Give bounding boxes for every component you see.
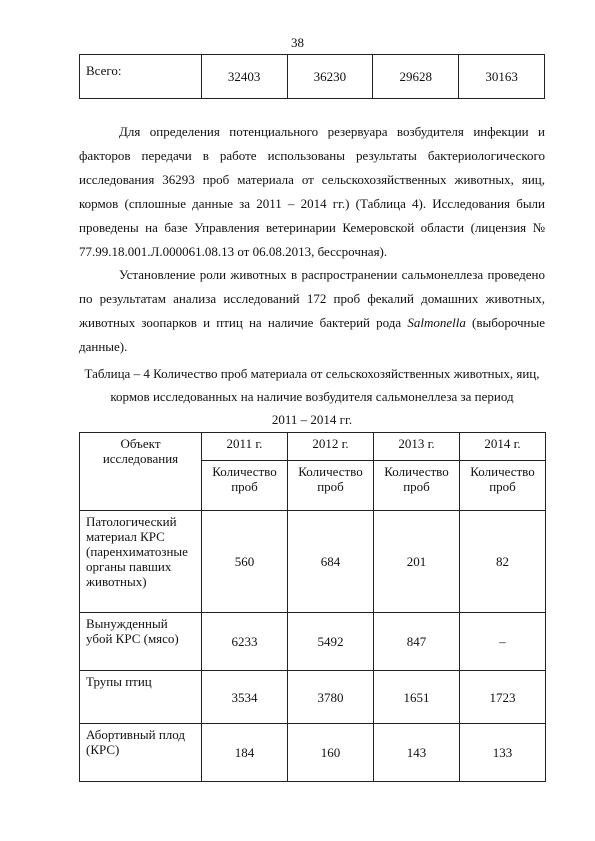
totals-label: Всего: (80, 55, 202, 99)
value-cell: 133 (460, 724, 546, 782)
paragraph-1: Для определения потенциального резервуара возбудителя инфекции и факторов передачи в работе использованы результаты бактериологического исследования 36293 проб материала от сельскохозяйственных животных, яиц, кормов (сплошные данные за 2011 – 2014 гг.) (Таблица 4). Исследования были проведены на базе Управления ветеринарии Кемеровской области (лицензия № 77.99.18.001.Л.000061.08.13 от 06.08.2013, бессрочная). (79, 124, 545, 259)
genus-name: Salmonella (407, 315, 466, 330)
caption-line: кормов исследованных на наличие возбудителя сальмонеллеза за период (110, 389, 514, 404)
totals-value: 32403 (201, 55, 287, 99)
value-cell: 3534 (202, 671, 288, 724)
value-cell: 201 (374, 511, 460, 613)
object-header: Объект исследования (80, 433, 202, 511)
paragraph-2-text-end: (выборочные данные). (79, 315, 545, 354)
value-cell: 3780 (288, 671, 374, 724)
object-cell: Трупы птиц (80, 671, 202, 724)
totals-value: 30163 (459, 55, 545, 99)
table-row (80, 511, 546, 613)
totals-table (79, 54, 545, 99)
object-cell: Абортивный плод (КРС) (80, 724, 202, 782)
object-cell: Патологический материал КРС (паренхиматозные органы павших животных) (80, 511, 202, 613)
value-cell: 160 (288, 724, 374, 782)
samples-table (79, 432, 546, 782)
caption-line: 2011 – 2014 гг. (271, 412, 353, 427)
value-cell: 143 (374, 724, 460, 782)
value-cell: 1651 (374, 671, 460, 724)
count-subheader: Количество проб (374, 461, 460, 511)
caption-line: Таблица – 4 Количество проб материала от сельскохозяйственных животных, яиц, (84, 366, 540, 381)
year-header: 2011 г. (202, 433, 288, 461)
totals-row (80, 55, 545, 99)
object-cell: Вынужденный убой КРС (мясо) (80, 613, 202, 671)
table-row (80, 724, 546, 782)
page-number: 38 (291, 35, 304, 50)
table-caption (60, 362, 564, 431)
paragraph-2-text: Установление роли животных в распространении сальмонеллеза проведено по результатам анализа исследований 172 проб фекалий домашних животных, животных зоопарков и птиц на наличие бактерий рода (79, 267, 545, 330)
paragraph-2 (79, 263, 545, 359)
totals-value: 36230 (287, 55, 373, 99)
value-cell: 82 (460, 511, 546, 613)
value-cell: 847 (374, 613, 460, 671)
header-row (80, 433, 546, 461)
count-subheader: Количество проб (288, 461, 374, 511)
year-header: 2014 г. (460, 433, 546, 461)
value-cell: 6233 (202, 613, 288, 671)
count-subheader: Количество проб (202, 461, 288, 511)
value-cell: 1723 (460, 671, 546, 724)
year-header: 2013 г. (374, 433, 460, 461)
year-header: 2012 г. (288, 433, 374, 461)
value-cell: 684 (288, 511, 374, 613)
value-cell: 560 (202, 511, 288, 613)
table-row (80, 613, 546, 671)
totals-value: 29628 (373, 55, 459, 99)
value-cell: 184 (202, 724, 288, 782)
count-subheader: Количество проб (460, 461, 546, 511)
value-cell: – (460, 613, 546, 671)
value-cell: 5492 (288, 613, 374, 671)
table-row (80, 671, 546, 724)
